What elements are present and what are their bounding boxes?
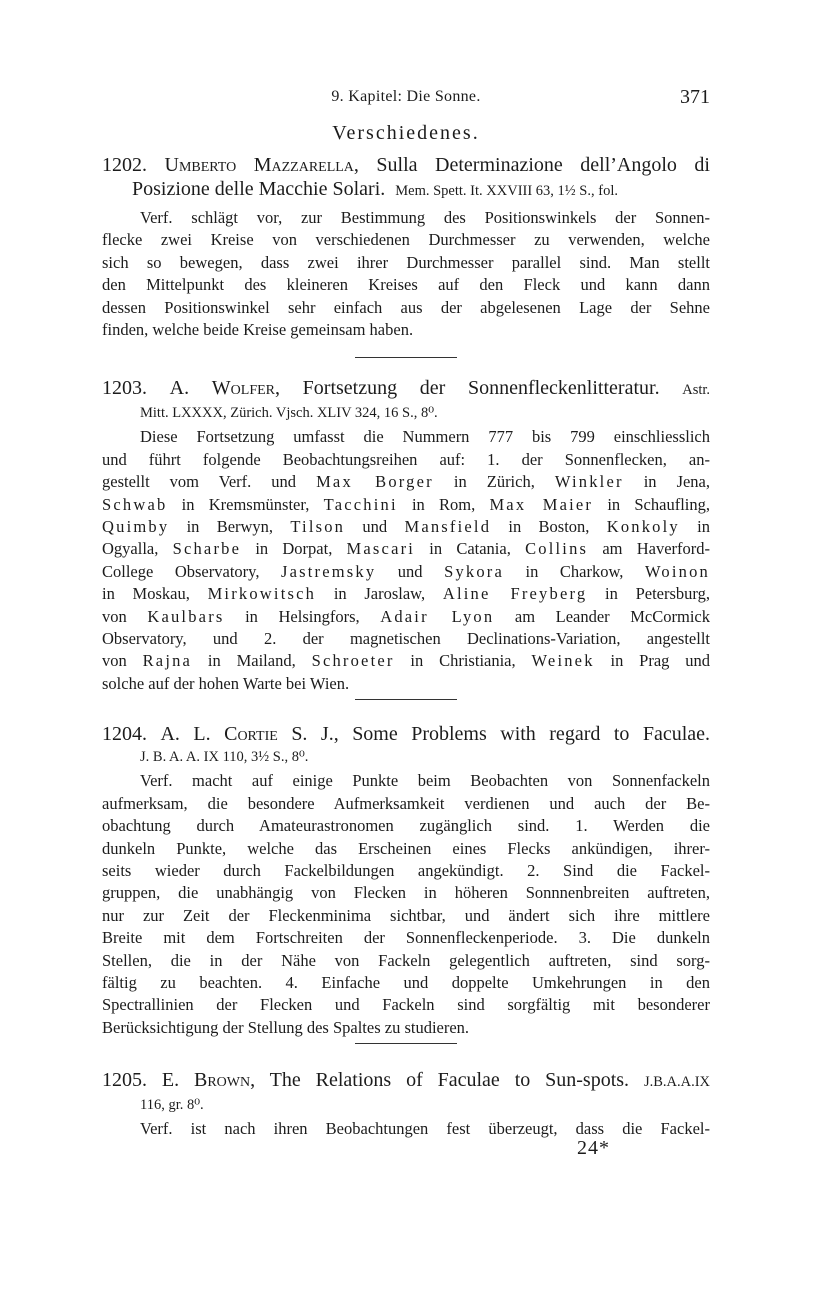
entry-title: , The Relations of Faculae to Sun-spots.	[250, 1069, 630, 1091]
observer-name: Scharbe	[172, 539, 242, 559]
entry-title: , Fortsetzung der Sonnenfleckenlitteratur.	[275, 377, 660, 399]
text-line: dessen Positionswinkel sehr einfach aus der abgelesenen Lage der Sehne	[102, 297, 710, 317]
entry-heading	[102, 153, 710, 177]
entry-title: , Sulla Determinazione dell’Angolo di	[353, 154, 710, 176]
text-line: flecke zwei Kreise von verschiedenen Durchmesser zu verwenden, welche	[102, 230, 710, 250]
entry-reference: Mem. Spett. It. XXVIII 63, 1½ S., fol.	[395, 183, 618, 199]
text-line: Verf. macht auf einige Punkte beim Beobachten von Sonnenfackeln	[140, 771, 710, 791]
entry-heading	[102, 1068, 710, 1094]
observer-name: Jastremsky	[280, 561, 377, 581]
observer-name: Sykora	[444, 561, 505, 581]
text-line: fältig zu beachten. 4. Einfache und doppelte Umkehrungen in den	[102, 973, 710, 993]
running-title: 9. Kapitel: Die Sonne.	[331, 88, 481, 105]
entry-reference-cont: 116, gr. 8⁰.	[140, 1097, 204, 1113]
observer-name: Collins	[525, 539, 589, 559]
text-line: von Rajna in Mailand, Schroeter in Christiania, Weinek in Prag und	[102, 651, 710, 671]
text-line: solche auf der hohen Warte bei Wien.	[102, 673, 350, 693]
text-line: Verf. ist nach ihren Beobachtungen fest überzeugt, dass die Fackel-	[140, 1119, 710, 1139]
text-line: dunkeln Punkte, welche das Erscheinen eines Flecks ankündigen, ihrer-	[102, 838, 710, 858]
observer-name: Adair Lyon	[380, 606, 495, 626]
entry-reference: J. B. A. A. IX 110, 3½ S., 8⁰.	[140, 749, 309, 765]
observer-name: Schroeter	[311, 651, 395, 671]
entry-author: Cortie	[224, 723, 278, 745]
observer-name: Tacchini	[323, 494, 398, 514]
observer-name: Mascari	[346, 539, 416, 559]
observer-name: Max Borger	[316, 472, 434, 492]
entry-reference: Astr.	[682, 382, 711, 398]
entry-heading	[102, 376, 710, 402]
text-line: sich so bewegen, dass zwei ihrer Durchmesser parallel sind. Man stellt	[102, 252, 710, 272]
observer-name: Rajna	[142, 651, 193, 671]
entry-number: 1203.	[102, 377, 147, 399]
entry-author: Umberto Mazzarella	[164, 154, 354, 176]
entry-number: 1204.	[102, 723, 147, 745]
text-line: Ogyalla, Scharbe in Dorpat, Mascari in Catania, Collins am Haverford-	[102, 539, 711, 559]
observer-name: Tilson	[290, 517, 346, 537]
text-line: von Kaulbars in Helsingfors, Adair Lyon am Leander McCormick	[102, 606, 710, 626]
text-line: aufmerksam, die besondere Aufmerksamkeit verdienen und auch der Be-	[102, 793, 710, 813]
entry-author-initial: E.	[161, 1069, 180, 1091]
text-line: Stellen, die in der Nähe von Fackeln gelegentlich auftreten, sind sorg-	[102, 950, 710, 970]
observer-name: Aline Freyberg	[442, 584, 588, 604]
entry-1204	[102, 722, 710, 1039]
page-number: 371	[680, 86, 710, 108]
entry-heading	[102, 722, 710, 746]
entry-reference-cont: Mitt. LXXXX, Zürich. Vjsch. XLIV 324, 16 S., 8⁰.	[140, 405, 438, 421]
text-line: nur zur Zeit der Fleckenminima sichtbar, und ändert sich ihre mittlere	[102, 905, 710, 925]
observer-name: Woinon	[644, 561, 710, 581]
text-line: Breite mit dem Fortschreiten der Sonnenfleckenperiode. 3. Die dunkeln	[102, 928, 710, 948]
entry-author-suffix: S. J.,	[291, 723, 339, 745]
separator-rule	[355, 1043, 457, 1044]
text-line: Berücksichtigung der Stellung des Spaltes zu studieren.	[102, 1017, 470, 1037]
text-line: und führt folgende Beobachtungsreihen auf: 1. der Sonnenflecken, an-	[102, 449, 710, 469]
entry-author-initial: A.	[169, 377, 190, 399]
observer-name: Quimby	[102, 517, 170, 537]
entry-number: 1202.	[102, 154, 147, 176]
text-line: finden, welche beide Kreise gemeinsam haben.	[102, 320, 414, 340]
entry-1205	[102, 1068, 710, 1141]
text-line: Observatory, und 2. der magnetischen Declinations-Variation, angestellt	[102, 629, 710, 649]
text-line: Schwab in Kremsmünster, Tacchini in Rom, Max Maier in Schaufling,	[102, 494, 710, 514]
observer-name: Max Maier	[489, 494, 594, 514]
text-line: gestellt vom Verf. und Max Borger in Zürich, Winkler in Jena,	[102, 472, 711, 492]
entry-heading-cont	[102, 177, 710, 203]
observer-name: Kaulbars	[147, 606, 225, 626]
signature-mark: 24*	[577, 1137, 610, 1159]
text-line: den Mittelpunkt des kleineren Kreises auf den Fleck und kann dann	[102, 275, 710, 295]
separator-rule	[355, 357, 457, 358]
entry-1202	[102, 153, 710, 341]
text-line: Verf. schlägt vor, zur Bestimmung des Positionswinkels der Sonnen-	[140, 208, 710, 227]
observer-name: Winkler	[554, 472, 624, 492]
observer-name: Weinek	[531, 651, 595, 671]
entry-reference: J.B.A.A.IX	[643, 1074, 711, 1090]
observer-name: Mansfield	[404, 517, 492, 537]
entry-author-initial: A. L.	[160, 723, 211, 745]
running-head	[102, 86, 710, 110]
text-line: seits wieder durch Fackelbildungen angekündigt. 2. Sind die Fackel-	[102, 861, 710, 881]
text-line: Quimby in Berwyn, Tilson und Mansfield in Boston, Konkoly in	[102, 517, 710, 537]
entry-author: Brown	[194, 1069, 251, 1091]
entry-title: Some Problems with regard to Faculae.	[352, 723, 711, 745]
observer-name: Schwab	[102, 494, 168, 514]
section-heading: Verschiedenes.	[332, 122, 480, 144]
text-line: in Moskau, Mirkowitsch in Jaroslaw, Aline Freyberg in Petersburg,	[102, 584, 710, 604]
text-line: Diese Fortsetzung umfasst die Nummern 777 bis 799 einschliesslich	[140, 427, 710, 447]
entry-author: Wolfer	[211, 377, 276, 399]
entry-1203	[102, 376, 710, 695]
text-line: obachtung durch Amateurastronomen zugänglich sind. 1. Werden die	[102, 816, 710, 836]
entry-title-cont: Posizione delle Macchie Solari.	[132, 178, 386, 200]
text-line: gruppen, die unabhängig von Flecken in höheren Sonnnenbreiten auftreten,	[102, 883, 710, 903]
entry-number: 1205.	[102, 1069, 147, 1091]
text-line: Spectrallinien der Flecken und Fackeln sind sorgfältig mit besonderer	[102, 995, 710, 1015]
observer-name: Mirkowitsch	[207, 584, 317, 604]
separator-rule	[355, 699, 457, 700]
observer-name: Konkoly	[606, 517, 680, 537]
text-line: College Observatory, Jastremsky und Sykora in Charkow, Woinon	[102, 561, 710, 581]
